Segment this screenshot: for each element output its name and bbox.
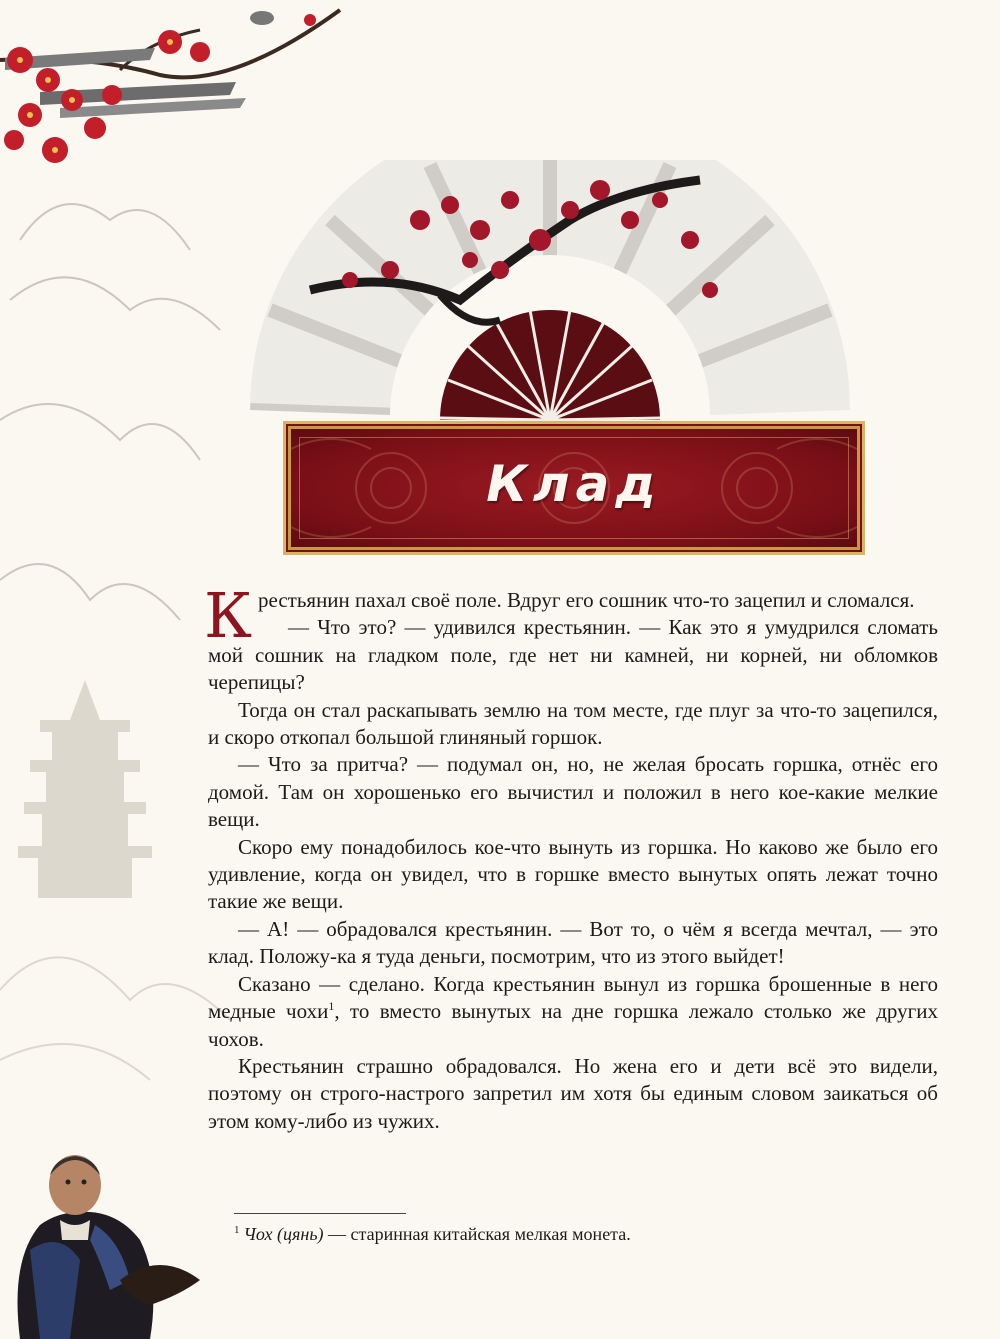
footnote-marker: 1 <box>234 1224 240 1236</box>
title-banner <box>288 426 860 550</box>
footnote <box>234 1222 934 1246</box>
paper-fan-icon <box>240 160 860 430</box>
paragraph: Крестьянин страшно обрадовался. Но жена его и дети всё это видели, поэтому он строго-настрого запретил им хотя бы единым словом заикаться об этом кому-либо из чужих. <box>208 1053 938 1133</box>
story-text <box>204 579 939 1135</box>
drop-cap: К <box>204 579 252 652</box>
landscape-pagoda-icon <box>0 160 230 1160</box>
paragraph: Тогда он стал раскапывать землю на том месте, где плуг за что-то зацепился, и скоро откопал большой глиняный горшок. <box>208 697 938 750</box>
paragraph: — А! — обрадовался крестьянин. — Вот то, о чём я всегда мечтал, — это клад. Положу-ка я туда деньги, посмотрим, что из этого выйдет! <box>208 916 938 969</box>
footnote-ref[interactable]: 1 <box>328 999 335 1014</box>
plum-blossom-branch-icon <box>0 0 345 175</box>
paragraph: Сказано — сделано. Когда крестьянин вынул из горшка брошенные в него медные чохи$^1$, то вместо вынутых на дне горшка лежало столько же других чохов. <box>208 971 939 1051</box>
page-title: Клад <box>486 455 662 513</box>
footnote-divider <box>234 1213 406 1214</box>
paragraph: — Что это? — удивился крестьянин. — Как это я умудрился сломать мой сошник на гладком поле, где нет ни камней, ни корней, ни обломков черепицы? <box>208 615 938 695</box>
footnote-term: Чох (цянь) <box>243 1224 324 1244</box>
monk-figure-icon <box>0 1130 215 1339</box>
paragraph: — Что за притча? — подумал он, но, не желая бросать горшка, отнёс его домой. Там он хорошенько его вычистил и положил в него кое-какие мелкие вещи. <box>208 752 938 832</box>
paragraph: Скоро ему понадобилось кое-что вынуть из горшка. Но каково же было его удивление, когда он увидел, что в горшке вместо вынутых опять лежат точно такие же вещи. <box>208 834 938 914</box>
paragraph: Крестьянин пахал своё поле. Вдруг его сошник что-то зацепил и сломался. <box>204 579 915 652</box>
footnote-text: — старинная китайская мелкая монета. <box>323 1224 631 1244</box>
